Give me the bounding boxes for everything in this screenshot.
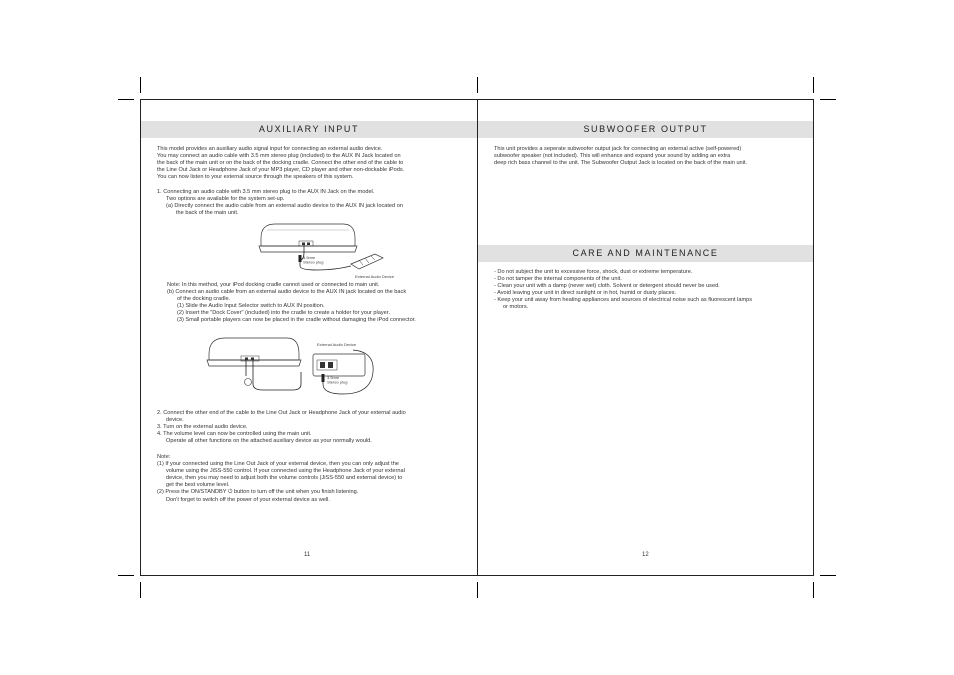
cradle-connection-diagram	[203, 332, 383, 398]
note-b-line: Note: In this method, your iPod docking cradle cannot used or connected to main unit.	[167, 282, 380, 288]
note-b-line: (2) Insert the "Dock Cover" (included) into the cradle to create a holder for your player.	[177, 310, 390, 317]
care-item: or motors.	[503, 304, 529, 311]
auxiliary-input-header: AUXILIARY INPUT	[141, 121, 477, 138]
crop-mark	[140, 582, 141, 598]
note-label: Note:	[157, 454, 171, 460]
crop-mark	[820, 575, 836, 576]
page-number-left: 11	[304, 552, 311, 558]
subwoofer-line: This unit provides a seperate subwoofer output jack for connecting an external active (self-powered)	[494, 146, 742, 152]
aux-intro-line: You may connect an audio cable with 3.5 mm stereo plug (included) to the AUX IN Jack located on	[157, 153, 401, 160]
subwoofer-output-header: SUBWOOFER OUTPUT	[478, 121, 813, 138]
note-b-line: (1) Slide the Audio Input Selector switch to AUX IN position.	[177, 303, 325, 310]
step1	[157, 189, 403, 217]
crop-mark	[477, 77, 478, 93]
crop-mark	[813, 582, 814, 598]
note-line: Don't forget to switch off the power of your external device as well.	[166, 496, 330, 503]
step-line: device.	[166, 417, 184, 424]
aux-intro-line: This model provides an auxiliary audio signal input for connecting an external audio device.	[157, 146, 383, 152]
fig1-plug-label: 3.5mm	[303, 255, 316, 260]
subwoofer-line: subwoofer speaker (not included). This will enhance and expand your sound by adding an extra	[494, 153, 731, 160]
care-item: - Keep your unit away from heating appliances and sources of electrical noise such as fluorescent lamps	[494, 297, 753, 304]
aux-intro-line: You can now listen to your external source through the speakers of this system.	[157, 174, 354, 181]
note-line: (1) If your connected using the Line Out Jack of your external device, then you can only adjust the	[157, 461, 399, 468]
notes	[157, 454, 405, 504]
note-b-line: (b) Connect an audio cable from an external audio device to the AUX IN jack located on the back	[167, 289, 407, 296]
crop-mark	[813, 77, 814, 93]
subwoofer-line: deep rich bass channel to the unit. The Subwoofer Output Jack is located on the back of the main unit.	[494, 160, 748, 167]
step1-title: 1. Connecting an audio cable with 3.5 mm stereo plug to the AUX IN Jack on the model.	[157, 189, 375, 195]
fig2-plug-label: Stereo plug	[327, 379, 348, 385]
step-line: 3. Turn on the external audio device.	[157, 424, 248, 431]
crop-mark	[140, 77, 141, 93]
fig1-plug-label: Stereo plug	[303, 259, 324, 265]
crop-mark	[477, 582, 478, 598]
fig1-device-label: External Audio Device	[355, 274, 395, 279]
step1-option-a: (a) Directly connect the audio cable from an external audio device to the AUX IN jack located on	[166, 203, 403, 210]
direct-connection-diagram	[255, 216, 405, 280]
note-line: device, then you may need to adjust both the volume controls (JiSS-550 and external device) to	[166, 475, 403, 482]
note-b-line: of the docking cradle.	[177, 296, 231, 303]
step-line: 4. The volume level can now be controlled using the main unit.	[157, 431, 312, 438]
fig2-device-label: External Audio Device	[317, 342, 357, 347]
care-item: - Do not tamper the internal components of the unit.	[494, 276, 622, 283]
page-divider	[477, 99, 478, 576]
crop-mark	[118, 575, 134, 576]
step-line: Operate all other functions on the attached auxiliary device as your normally would.	[166, 438, 372, 445]
note-line: volume using the JiSS-550 control. If your connected using the Headphone Jack of your external	[166, 468, 405, 475]
care-item: - Avoid leaving your unit in direct sunlight or in hot, humid or dusty places.	[494, 290, 677, 297]
step1-option-a-cont: the back of the main unit.	[176, 210, 239, 217]
aux-intro	[157, 146, 404, 181]
step1-sub: Two options are available for the system set-up.	[166, 196, 285, 203]
note-b	[167, 282, 416, 325]
aux-intro-line: the back of the main unit or on the back of the docking cradle. Connect the other end of the cable to	[157, 160, 404, 167]
steps-2-4	[157, 410, 406, 445]
crop-mark	[118, 99, 134, 100]
note-line: get the best volume level.	[166, 482, 230, 489]
aux-intro-line: the Line Out Jack or Headphone Jack of your MP3 player, CD player and other non-dockable iPods.	[157, 167, 405, 174]
subwoofer-text	[494, 146, 747, 167]
care-list	[494, 269, 752, 312]
crop-mark	[820, 99, 836, 100]
care-maintenance-header: CARE AND MAINTENANCE	[478, 245, 813, 262]
note-line: (2) Press the ON/STANDBY ⏻ button to turn off the unit when you finish listening.	[157, 489, 359, 496]
care-item: - Do not subject the unit to excessive force, shock, dust or extreme temperature.	[494, 269, 693, 275]
step-line: 2. Connect the other end of the cable to the Line Out Jack or Headphone Jack of your external audio	[157, 410, 406, 416]
care-item: - Clean your unit with a damp (never wet) cloth. Solvent or detergent should never be used.	[494, 283, 720, 290]
page-number-right: 12	[642, 552, 649, 558]
note-b-line: (3) Small portable players can now be placed in the cradle without damaging the iPod connector.	[177, 317, 416, 324]
fig2-plug-label: 3.5mm	[327, 375, 340, 380]
